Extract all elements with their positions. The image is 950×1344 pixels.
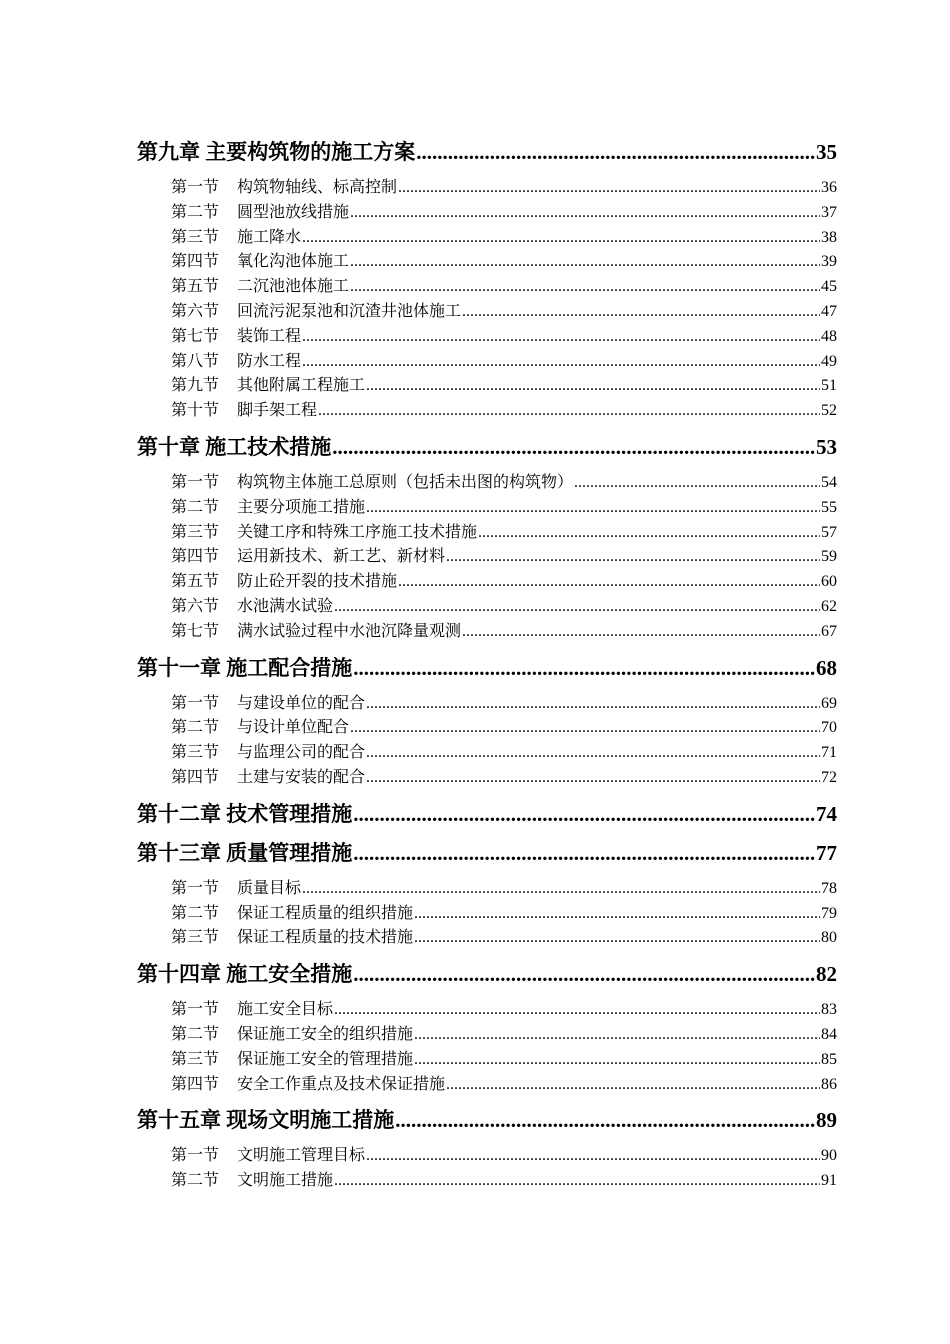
chapter-page-number: 68 bbox=[816, 655, 837, 680]
section-number: 第二节 bbox=[171, 1023, 220, 1043]
section-number: 第九节 bbox=[171, 375, 220, 395]
section-label bbox=[171, 348, 301, 371]
dot-leader bbox=[366, 377, 820, 395]
section-label bbox=[171, 298, 461, 321]
section-number: 第四节 bbox=[171, 251, 220, 271]
chapter-title: 第十五章 现场文明施工措施 bbox=[137, 1108, 395, 1133]
section-entry[interactable] bbox=[137, 996, 837, 1021]
section-page-number: 70 bbox=[821, 719, 837, 737]
section-page-number: 38 bbox=[821, 228, 837, 246]
section-number: 第四节 bbox=[171, 1073, 220, 1093]
chapter-page-number: 35 bbox=[816, 140, 837, 164]
dot-leader bbox=[462, 623, 820, 641]
section-entry[interactable] bbox=[137, 519, 837, 544]
section-entry[interactable] bbox=[137, 323, 837, 348]
dot-leader bbox=[366, 695, 820, 713]
section-number: 第二节 bbox=[171, 717, 220, 737]
section-number: 第一节 bbox=[171, 999, 220, 1019]
chapter-title: 第十一章 施工配合措施 bbox=[137, 655, 353, 680]
section-page-number: 52 bbox=[821, 402, 837, 420]
section-entry[interactable] bbox=[137, 224, 837, 249]
section-label bbox=[171, 690, 365, 713]
dot-leader bbox=[414, 929, 820, 947]
section-title: 保证工程质量的组织措施 bbox=[237, 902, 414, 922]
section-entry[interactable] bbox=[137, 348, 837, 373]
dot-leader bbox=[334, 598, 820, 616]
section-label bbox=[171, 900, 413, 923]
section-title: 其他附属工程施工 bbox=[237, 375, 366, 395]
section-label bbox=[171, 1021, 413, 1044]
dot-leader bbox=[462, 303, 820, 321]
section-entry[interactable] bbox=[137, 1167, 837, 1192]
section-title: 文明施工管理目标 bbox=[237, 1145, 366, 1165]
section-page-number: 47 bbox=[821, 302, 837, 320]
section-entry[interactable] bbox=[137, 397, 837, 422]
section-entry[interactable] bbox=[137, 593, 837, 618]
section-entry[interactable] bbox=[137, 469, 837, 494]
section-number: 第五节 bbox=[171, 276, 220, 296]
section-entry[interactable] bbox=[137, 273, 837, 298]
section-title: 构筑物主体施工总原则（包括未出图的构筑物） bbox=[237, 471, 574, 491]
section-label bbox=[171, 618, 461, 641]
chapter-title: 第十三章 质量管理措施 bbox=[137, 840, 353, 865]
section-number: 第三节 bbox=[171, 226, 220, 246]
section-label bbox=[171, 469, 573, 492]
section-page-number: 37 bbox=[821, 203, 837, 221]
section-label bbox=[171, 248, 349, 271]
section-title: 氧化沟池体施工 bbox=[237, 251, 350, 271]
section-number: 第四节 bbox=[171, 546, 220, 566]
section-entry[interactable] bbox=[137, 1021, 837, 1046]
section-page-number: 85 bbox=[821, 1050, 837, 1068]
chapter-page-number: 77 bbox=[816, 840, 837, 865]
section-entry[interactable] bbox=[137, 690, 837, 715]
section-title: 与设计单位配合 bbox=[237, 717, 350, 737]
section-page-number: 72 bbox=[821, 768, 837, 786]
section-title: 保证施工安全的组织措施 bbox=[237, 1023, 414, 1043]
section-label bbox=[171, 714, 349, 737]
chapter-page-number: 89 bbox=[816, 1108, 837, 1133]
dot-leader bbox=[414, 1051, 820, 1069]
table-of-contents bbox=[137, 136, 837, 1192]
section-entry[interactable] bbox=[137, 1071, 837, 1096]
section-label bbox=[171, 1046, 413, 1069]
chapter-entry[interactable] bbox=[137, 1104, 837, 1134]
section-number: 第七节 bbox=[171, 620, 220, 640]
chapter-title: 第十章 施工技术措施 bbox=[137, 434, 332, 459]
section-page-number: 51 bbox=[821, 377, 837, 395]
section-page-number: 60 bbox=[821, 573, 837, 591]
section-page-number: 71 bbox=[821, 744, 837, 762]
section-page-number: 91 bbox=[821, 1172, 837, 1190]
section-number: 第二节 bbox=[171, 201, 220, 221]
section-number: 第六节 bbox=[171, 300, 220, 320]
section-title: 与建设单位的配合 bbox=[237, 692, 366, 712]
section-label bbox=[171, 543, 445, 566]
dot-leader bbox=[353, 802, 815, 827]
dot-leader bbox=[350, 253, 820, 271]
section-label bbox=[171, 924, 413, 947]
section-entry[interactable] bbox=[137, 568, 837, 593]
section-label bbox=[171, 273, 349, 296]
dot-leader bbox=[350, 278, 820, 296]
section-number: 第二节 bbox=[171, 902, 220, 922]
section-label bbox=[171, 996, 333, 1019]
section-entry[interactable] bbox=[137, 298, 837, 323]
section-label bbox=[171, 174, 397, 197]
dot-leader bbox=[353, 962, 815, 987]
section-page-number: 55 bbox=[821, 498, 837, 516]
dot-leader bbox=[574, 474, 820, 492]
section-page-number: 79 bbox=[821, 904, 837, 922]
section-page-number: 45 bbox=[821, 278, 837, 296]
chapter-title: 第十四章 施工安全措施 bbox=[137, 962, 353, 987]
chapter-entry[interactable] bbox=[137, 136, 837, 166]
section-number: 第一节 bbox=[171, 692, 220, 712]
chapter-title: 第十二章 技术管理措施 bbox=[137, 801, 353, 826]
section-title: 施工降水 bbox=[237, 226, 302, 246]
section-page-number: 49 bbox=[821, 352, 837, 370]
section-label bbox=[171, 1071, 445, 1094]
section-entry[interactable] bbox=[137, 1046, 837, 1071]
section-label bbox=[171, 323, 301, 346]
section-title: 施工安全目标 bbox=[237, 999, 334, 1019]
section-number: 第二节 bbox=[171, 496, 220, 516]
section-page-number: 57 bbox=[821, 523, 837, 541]
section-number: 第三节 bbox=[171, 927, 220, 947]
dot-leader bbox=[353, 656, 815, 681]
dot-leader bbox=[366, 744, 820, 762]
chapter-entry[interactable] bbox=[137, 958, 837, 988]
dot-leader bbox=[302, 229, 820, 247]
section-number: 第二节 bbox=[171, 1170, 220, 1190]
dot-leader bbox=[302, 328, 820, 346]
section-page-number: 62 bbox=[821, 597, 837, 615]
section-title: 防止砼开裂的技术措施 bbox=[237, 571, 398, 591]
section-entry[interactable] bbox=[137, 372, 837, 397]
section-page-number: 78 bbox=[821, 879, 837, 897]
section-entry[interactable] bbox=[137, 924, 837, 949]
section-title: 圆型池放线措施 bbox=[237, 201, 350, 221]
chapter-page-number: 53 bbox=[816, 434, 837, 459]
dot-leader bbox=[353, 841, 815, 866]
chapter-page-number: 74 bbox=[816, 801, 837, 826]
section-title: 满水试验过程中水池沉降量观测 bbox=[237, 620, 462, 640]
section-page-number: 54 bbox=[821, 473, 837, 491]
section-entry[interactable] bbox=[137, 875, 837, 900]
section-label bbox=[171, 199, 349, 222]
section-number: 第一节 bbox=[171, 177, 220, 196]
dot-leader bbox=[366, 769, 820, 787]
section-title: 构筑物轴线、标高控制 bbox=[237, 177, 398, 196]
section-title: 防水工程 bbox=[237, 350, 302, 370]
section-page-number: 84 bbox=[821, 1025, 837, 1043]
section-label bbox=[171, 397, 317, 420]
chapter-entry[interactable] bbox=[137, 431, 837, 461]
section-entry[interactable] bbox=[137, 543, 837, 568]
section-label bbox=[171, 593, 333, 616]
dot-leader bbox=[350, 204, 820, 222]
section-number: 第三节 bbox=[171, 521, 220, 541]
section-label bbox=[171, 224, 301, 247]
section-number: 第一节 bbox=[171, 877, 220, 897]
section-title: 质量目标 bbox=[237, 877, 302, 897]
chapter-entry[interactable] bbox=[137, 798, 837, 828]
chapter-entry[interactable] bbox=[137, 837, 837, 867]
section-title: 脚手架工程 bbox=[237, 400, 318, 420]
dot-leader bbox=[446, 1076, 820, 1094]
section-number: 第一节 bbox=[171, 471, 220, 491]
section-page-number: 36 bbox=[821, 179, 837, 196]
dot-leader bbox=[414, 905, 820, 923]
dot-leader bbox=[395, 1108, 815, 1133]
section-label bbox=[171, 1142, 365, 1165]
section-title: 回流污泥泵池和沉渣井池体施工 bbox=[237, 300, 462, 320]
section-label bbox=[171, 875, 301, 898]
section-title: 文明施工措施 bbox=[237, 1170, 334, 1190]
section-number: 第一节 bbox=[171, 1145, 220, 1165]
dot-leader bbox=[478, 524, 820, 542]
section-entry[interactable] bbox=[137, 714, 837, 739]
chapter-page-number: 82 bbox=[816, 962, 837, 987]
section-entry[interactable] bbox=[137, 494, 837, 519]
dot-leader bbox=[332, 435, 815, 460]
section-number: 第四节 bbox=[171, 766, 220, 786]
section-title: 安全工作重点及技术保证措施 bbox=[237, 1073, 446, 1093]
section-title: 关键工序和特殊工序施工技术措施 bbox=[237, 521, 478, 541]
dot-leader bbox=[398, 573, 820, 591]
section-title: 水池满水试验 bbox=[237, 595, 334, 615]
section-entry[interactable] bbox=[137, 618, 837, 643]
dot-leader bbox=[366, 499, 820, 517]
section-page-number: 59 bbox=[821, 548, 837, 566]
section-page-number: 48 bbox=[821, 327, 837, 345]
section-page-number: 83 bbox=[821, 1001, 837, 1019]
section-entry[interactable] bbox=[137, 900, 837, 925]
section-entry[interactable] bbox=[137, 764, 837, 789]
section-entry[interactable] bbox=[137, 1142, 837, 1167]
section-entry[interactable] bbox=[137, 199, 837, 224]
section-title: 保证施工安全的管理措施 bbox=[237, 1048, 414, 1068]
section-label bbox=[171, 519, 477, 542]
section-label bbox=[171, 494, 365, 517]
section-label bbox=[171, 568, 397, 591]
dot-leader bbox=[414, 1026, 820, 1044]
dot-leader bbox=[416, 140, 815, 165]
section-page-number: 69 bbox=[821, 694, 837, 712]
section-label bbox=[171, 764, 365, 787]
section-page-number: 80 bbox=[821, 929, 837, 947]
section-number: 第八节 bbox=[171, 350, 220, 370]
section-entry[interactable] bbox=[137, 248, 837, 273]
dot-leader bbox=[398, 179, 820, 197]
section-title: 保证工程质量的技术措施 bbox=[237, 927, 414, 947]
section-title: 土建与安装的配合 bbox=[237, 766, 366, 786]
section-entry[interactable] bbox=[137, 174, 837, 199]
section-title: 装饰工程 bbox=[237, 325, 302, 345]
dot-leader bbox=[334, 1001, 820, 1019]
dot-leader bbox=[350, 719, 820, 737]
dot-leader bbox=[302, 353, 820, 371]
section-page-number: 39 bbox=[821, 253, 837, 271]
section-number: 第十节 bbox=[171, 400, 220, 420]
section-label bbox=[171, 372, 365, 395]
section-number: 第三节 bbox=[171, 1048, 220, 1068]
section-title: 运用新技术、新工艺、新材料 bbox=[237, 546, 446, 566]
dot-leader bbox=[446, 548, 820, 566]
dot-leader bbox=[318, 402, 820, 420]
section-title: 主要分项施工措施 bbox=[237, 496, 366, 516]
section-number: 第五节 bbox=[171, 571, 220, 591]
section-number: 第三节 bbox=[171, 742, 220, 762]
section-label bbox=[171, 739, 365, 762]
section-number: 第六节 bbox=[171, 595, 220, 615]
section-entry[interactable] bbox=[137, 739, 837, 764]
section-number: 第七节 bbox=[171, 325, 220, 345]
section-page-number: 90 bbox=[821, 1147, 837, 1165]
chapter-entry[interactable] bbox=[137, 652, 837, 682]
section-title: 与监理公司的配合 bbox=[237, 742, 366, 762]
section-label bbox=[171, 1167, 333, 1190]
section-page-number: 67 bbox=[821, 622, 837, 640]
section-page-number: 86 bbox=[821, 1075, 837, 1093]
dot-leader bbox=[334, 1172, 820, 1190]
chapter-title: 第九章 主要构筑物的施工方案 bbox=[137, 140, 416, 164]
dot-leader bbox=[366, 1147, 820, 1165]
dot-leader bbox=[302, 880, 820, 898]
section-title: 二沉池池体施工 bbox=[237, 276, 350, 296]
